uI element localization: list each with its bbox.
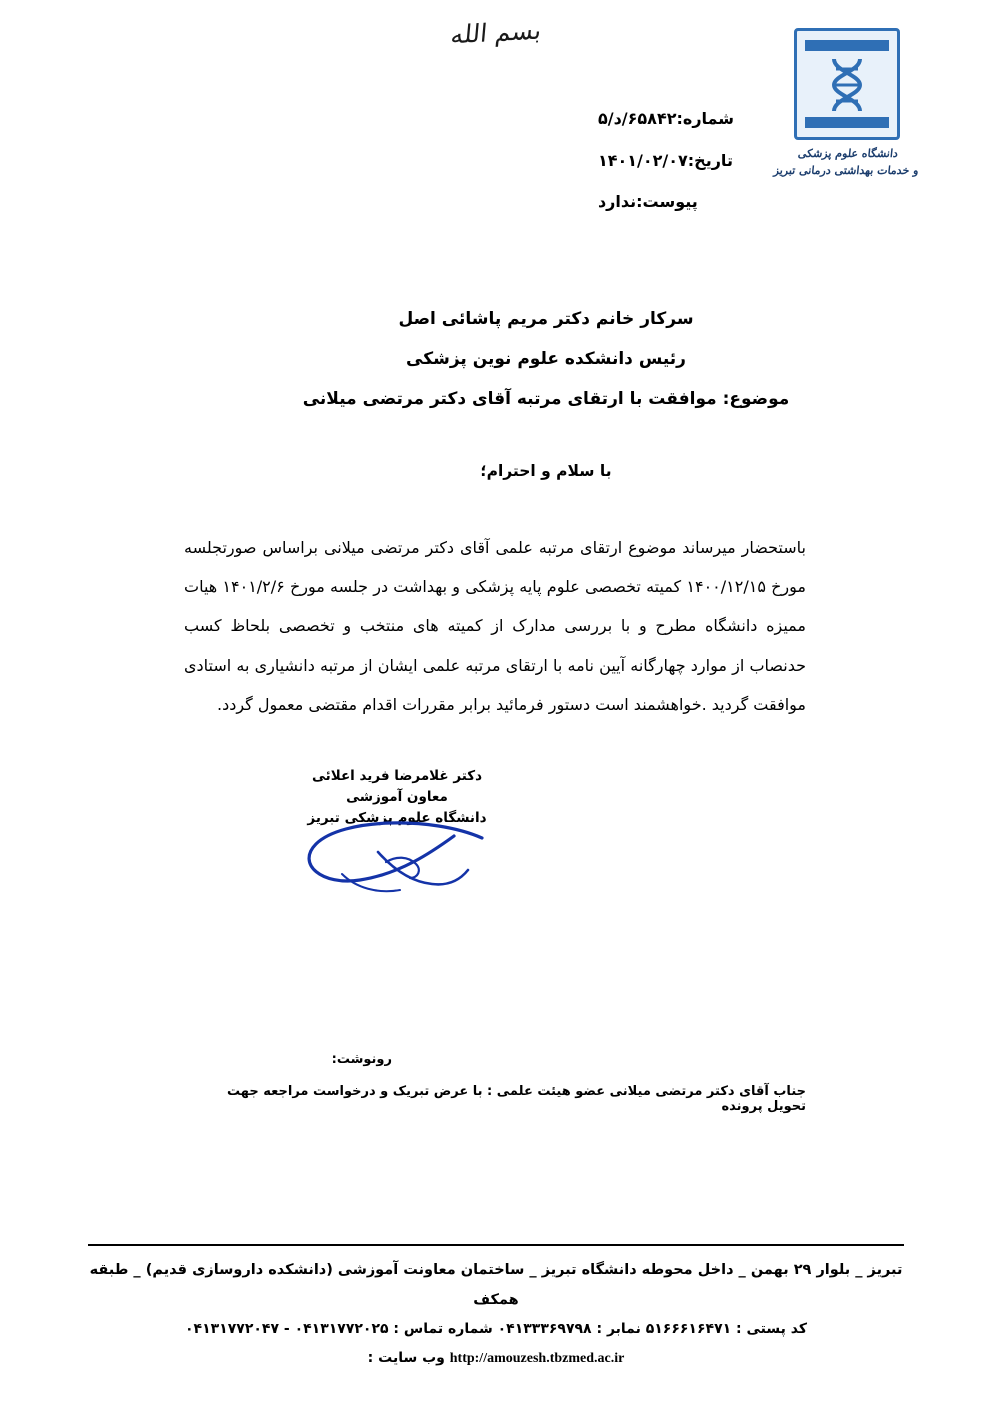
university-emblem-icon [794,28,900,140]
addressee-name: سرکار خانم دکتر مریم پاشائی اصل [398,309,694,329]
addressee-block [100,300,992,420]
footer-website-label: وب سایت : [367,1350,445,1367]
university-logo [762,28,932,179]
bismillah-text: بسم الله [449,15,543,50]
footer-block [88,1256,904,1374]
letter-date: تاریخ:۱۴۰۱/۰۲/۰۷ [597,150,733,170]
letter-meta [598,98,734,223]
footer-website-url[interactable]: http://amouzesh.tbzmed.ac.ir [449,1351,625,1367]
logo-caption-line1: دانشگاه علوم پزشکی [797,147,899,160]
dna-helix-icon [824,57,870,113]
addressee-role: رئیس دانشکده علوم نوین پزشکی [406,348,686,369]
university-logo-caption [760,146,933,179]
cc-title: رونوشت: [331,1052,392,1067]
letter-greeting: با سلام و احترام؛ [480,462,612,480]
signature-block [272,766,522,829]
signatory-name: دکتر غلامرضا فرید اعلائی [311,768,483,784]
signatory-title: معاون آموزشی [346,788,448,805]
footer-divider [88,1244,904,1246]
signatory-organization: دانشگاه علوم پزشکی تبریز [307,809,487,826]
cc-item: جناب آقای دکتر مرتضی میلانی عضو هیئت علمی : با عرض تبریک و درخواست مراجعه جهت تحویل پرونده [227,1084,806,1114]
emblem-bar-top [805,40,889,51]
letter-attachment: پیوست:ندارد [597,192,698,212]
footer-address: تبریز _ بلوار ۲۹ بهمن _ داخل محوطه دانشگاه تبریز _ ساختمان معاونت آموزشی (دانشکده داروسازی قدیم) _ طبقه همکف [89,1262,903,1308]
emblem-bar-bottom [805,117,889,128]
footer-contact: کد پستی : ۵۱۶۶۶۱۶۴۷۱ نمابر : ۰۴۱۳۳۳۶۹۷۹۸ شماره تماس : ۰۴۱۳۱۷۷۲۰۲۵ - ۰۴۱۳۱۷۷۲۰۴۷ [185,1321,807,1338]
logo-caption-line2: و خدمات بهداشتی درمانی تبریز [773,163,920,177]
letter-subject: موضوع: موافقت با ارتقای مرتبه آقای دکتر مرتضی میلانی [302,388,790,409]
footer-website [88,1344,904,1374]
letter-number: شماره:۶۵۸۴۲/د/۵ [597,109,734,128]
letter-body: باستحضار میرساند موضوع ارتقای مرتبه علمی آقای دکتر مرتضی میلانی براساس صورتجلسه مورخ ۱۴۰۰/۱۲/۱۵ کمیته تخصصی علوم پایه پزشکی و بهداشت در جلسه مورخ ۱۴۰۱/۲/۶ هیات ممیزه دانشگاه مطرح و با بررسی مدارک از کمیته های منتخب و تخصصی بلحاظ کسب حدنصاب از موارد چهارگانه آیین نامه با ارتقای مرتبه علمی ایشان از مرتبه دانشیاری به استادی موافقت گردید .خواهشمند است دستور فرمائید برابر مقررات اقدام مقتضی معمول گردد. [184,538,806,714]
